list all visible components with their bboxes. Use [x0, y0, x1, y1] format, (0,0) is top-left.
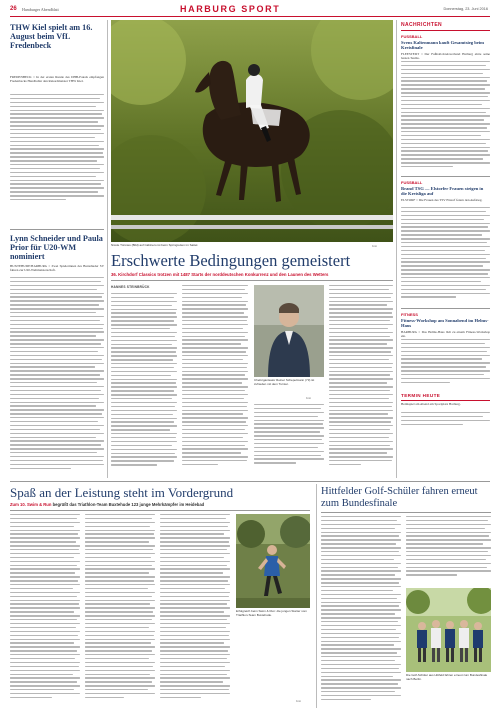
main-body-col2	[182, 285, 248, 476]
brief3-lead: HARBURG :: Das Helms-Haus lädt zu einem Fitness-Workshop ein.	[401, 330, 490, 338]
swim-run-photo	[236, 514, 310, 608]
brief2-kicker: FUSSBALL	[401, 180, 423, 185]
brief2-lead: ELSTORF :: Die Frauen des TSV Elstorf feiern den Aufstieg.	[401, 198, 483, 202]
termine-body	[401, 412, 490, 432]
swim-run-credit: Foto	[296, 700, 302, 703]
news-header: NACHRICHTEN	[401, 22, 443, 28]
main-photo	[111, 20, 393, 242]
bottom-left-body-col2	[85, 514, 155, 706]
page-number: 26	[10, 6, 17, 12]
brief3-title: Fitness-Workshop am Sonnabend im Helms-Haus	[401, 318, 489, 329]
main-body-col3	[254, 404, 324, 476]
horse-jump-illustration	[111, 20, 393, 242]
bottom-right-headline-rule	[321, 512, 491, 513]
organizer-portrait-illustration	[254, 285, 324, 377]
brief1-body	[401, 61, 490, 173]
main-photo-caption: Nicole Tönnies (Bild) auf Cabinero ist beim Springreiten im Sattel.	[111, 243, 199, 247]
right-column-divider	[396, 20, 397, 478]
main-subhead-text: 36. Kirchdorf Classics trotzen mit 1487 Starts der norddeutschen Konkurrenz und den Launen des Wetters	[111, 272, 329, 277]
swim-run-caption: Erfolgreich beim Swim & Run: die jungen Starter vom Triathlon-Team Buxtehude.	[236, 609, 307, 617]
main-body-col4	[329, 285, 393, 476]
story-lead-u20: BUXTEHUDE/HARBURG :: Zwei Spielerinnen des Buxtehuder SV fahren zur U20-Weltmeisterschaft.	[10, 264, 104, 272]
main-body-col1	[111, 293, 177, 476]
left-column-divider	[107, 20, 108, 478]
brief2-divider	[401, 308, 490, 309]
story-headline-u20: Lynn Schneider und Paula Prior für U20-WM nominiert	[10, 234, 103, 261]
main-subhead	[111, 272, 393, 277]
brief1-divider	[401, 176, 490, 177]
brief3-body	[401, 339, 490, 389]
small-photo-credit: Foto	[306, 397, 312, 400]
bottom-left-subhead-rest: begrüßt das Triathlon-Team Buxtehude 123 junge Mehrkämpfer im Heidebad	[52, 502, 205, 507]
termine-header: TERMIN HEUTE	[401, 393, 441, 398]
main-byline: HANNES STEINBRÜCK	[111, 285, 150, 289]
bottom-right-body-col2	[406, 516, 491, 586]
bottom-column-divider	[316, 484, 317, 708]
paper-name: Hamburger Abendblatt	[22, 7, 59, 12]
story-body-u20	[10, 277, 104, 477]
bottom-right-body-col1	[321, 516, 401, 706]
small-photo	[254, 285, 324, 377]
termine-rule	[401, 400, 490, 401]
golf-team-illustration	[406, 588, 491, 672]
swim-run-illustration	[236, 514, 310, 608]
header-rule	[10, 16, 490, 17]
main-photo-credit: Foto	[372, 245, 378, 248]
story-headline-thw: THW Kiel spielt am 16. August beim VfL Fredenbeck	[10, 23, 93, 50]
brief1-kicker: FUSSBALL	[401, 34, 423, 39]
brief1-title: Svens Kaltenmann kauft Gesamtsieg beim Kreisfinale	[401, 40, 484, 51]
story-body-thw	[10, 94, 104, 222]
brief2-title: Brand TSG — Elstorfer Frauen steigen in die Kreisliga auf	[401, 186, 484, 197]
issue-date: Donnerstag, 23. Juni 2016	[443, 7, 488, 11]
termine-text: Heimspiel am Abend am Sportplatz Harburg.	[401, 402, 461, 406]
bottom-left-subhead-highlight: Zum 10. Swim & Run	[10, 502, 52, 507]
small-photo-caption: Cheforganisator Reiner Schepelmann (73) ist zufrieden mit dem Turnier.	[254, 378, 315, 386]
bottom-left-subhead-rule	[10, 510, 310, 511]
story-lead-thw: FREDENBECK :: In der ersten Runde des DHB-Pokals empfangen Fredenbecks Handballer den Rekordmeister THW Kiel.	[10, 75, 104, 83]
main-subhead-rule	[111, 280, 393, 281]
bottom-left-body-col1	[10, 514, 80, 706]
section-title: HARBURG SPORT	[180, 4, 281, 14]
left-divider	[10, 229, 104, 230]
bottom-right-headline: Hittfelder Golf-Schüler fahren erneut zum Bundesfinale	[321, 486, 478, 509]
brief1-lead: FLEESTEDT :: Der Fußball-Kreisverband Harburg ehrte seine besten Teams.	[401, 52, 490, 60]
bottom-left-body-col3	[160, 514, 230, 706]
golf-photo	[406, 588, 491, 672]
news-header-rule	[401, 30, 490, 31]
bottom-left-subhead	[10, 502, 310, 507]
main-headline: Erschwerte Bedingungen gemeistert	[111, 251, 351, 270]
bottom-left-headline: Spaß an der Leistung steht im Vordergrund	[10, 485, 234, 500]
brief3-kicker: FITNESS	[401, 312, 418, 317]
brief2-body	[401, 207, 490, 305]
bottom-section-rule	[10, 481, 490, 482]
golf-photo-caption: Die Golf-Schüler aus Hittfeld fahren erneut zum Bundesfinale nach Berlin.	[406, 673, 488, 681]
